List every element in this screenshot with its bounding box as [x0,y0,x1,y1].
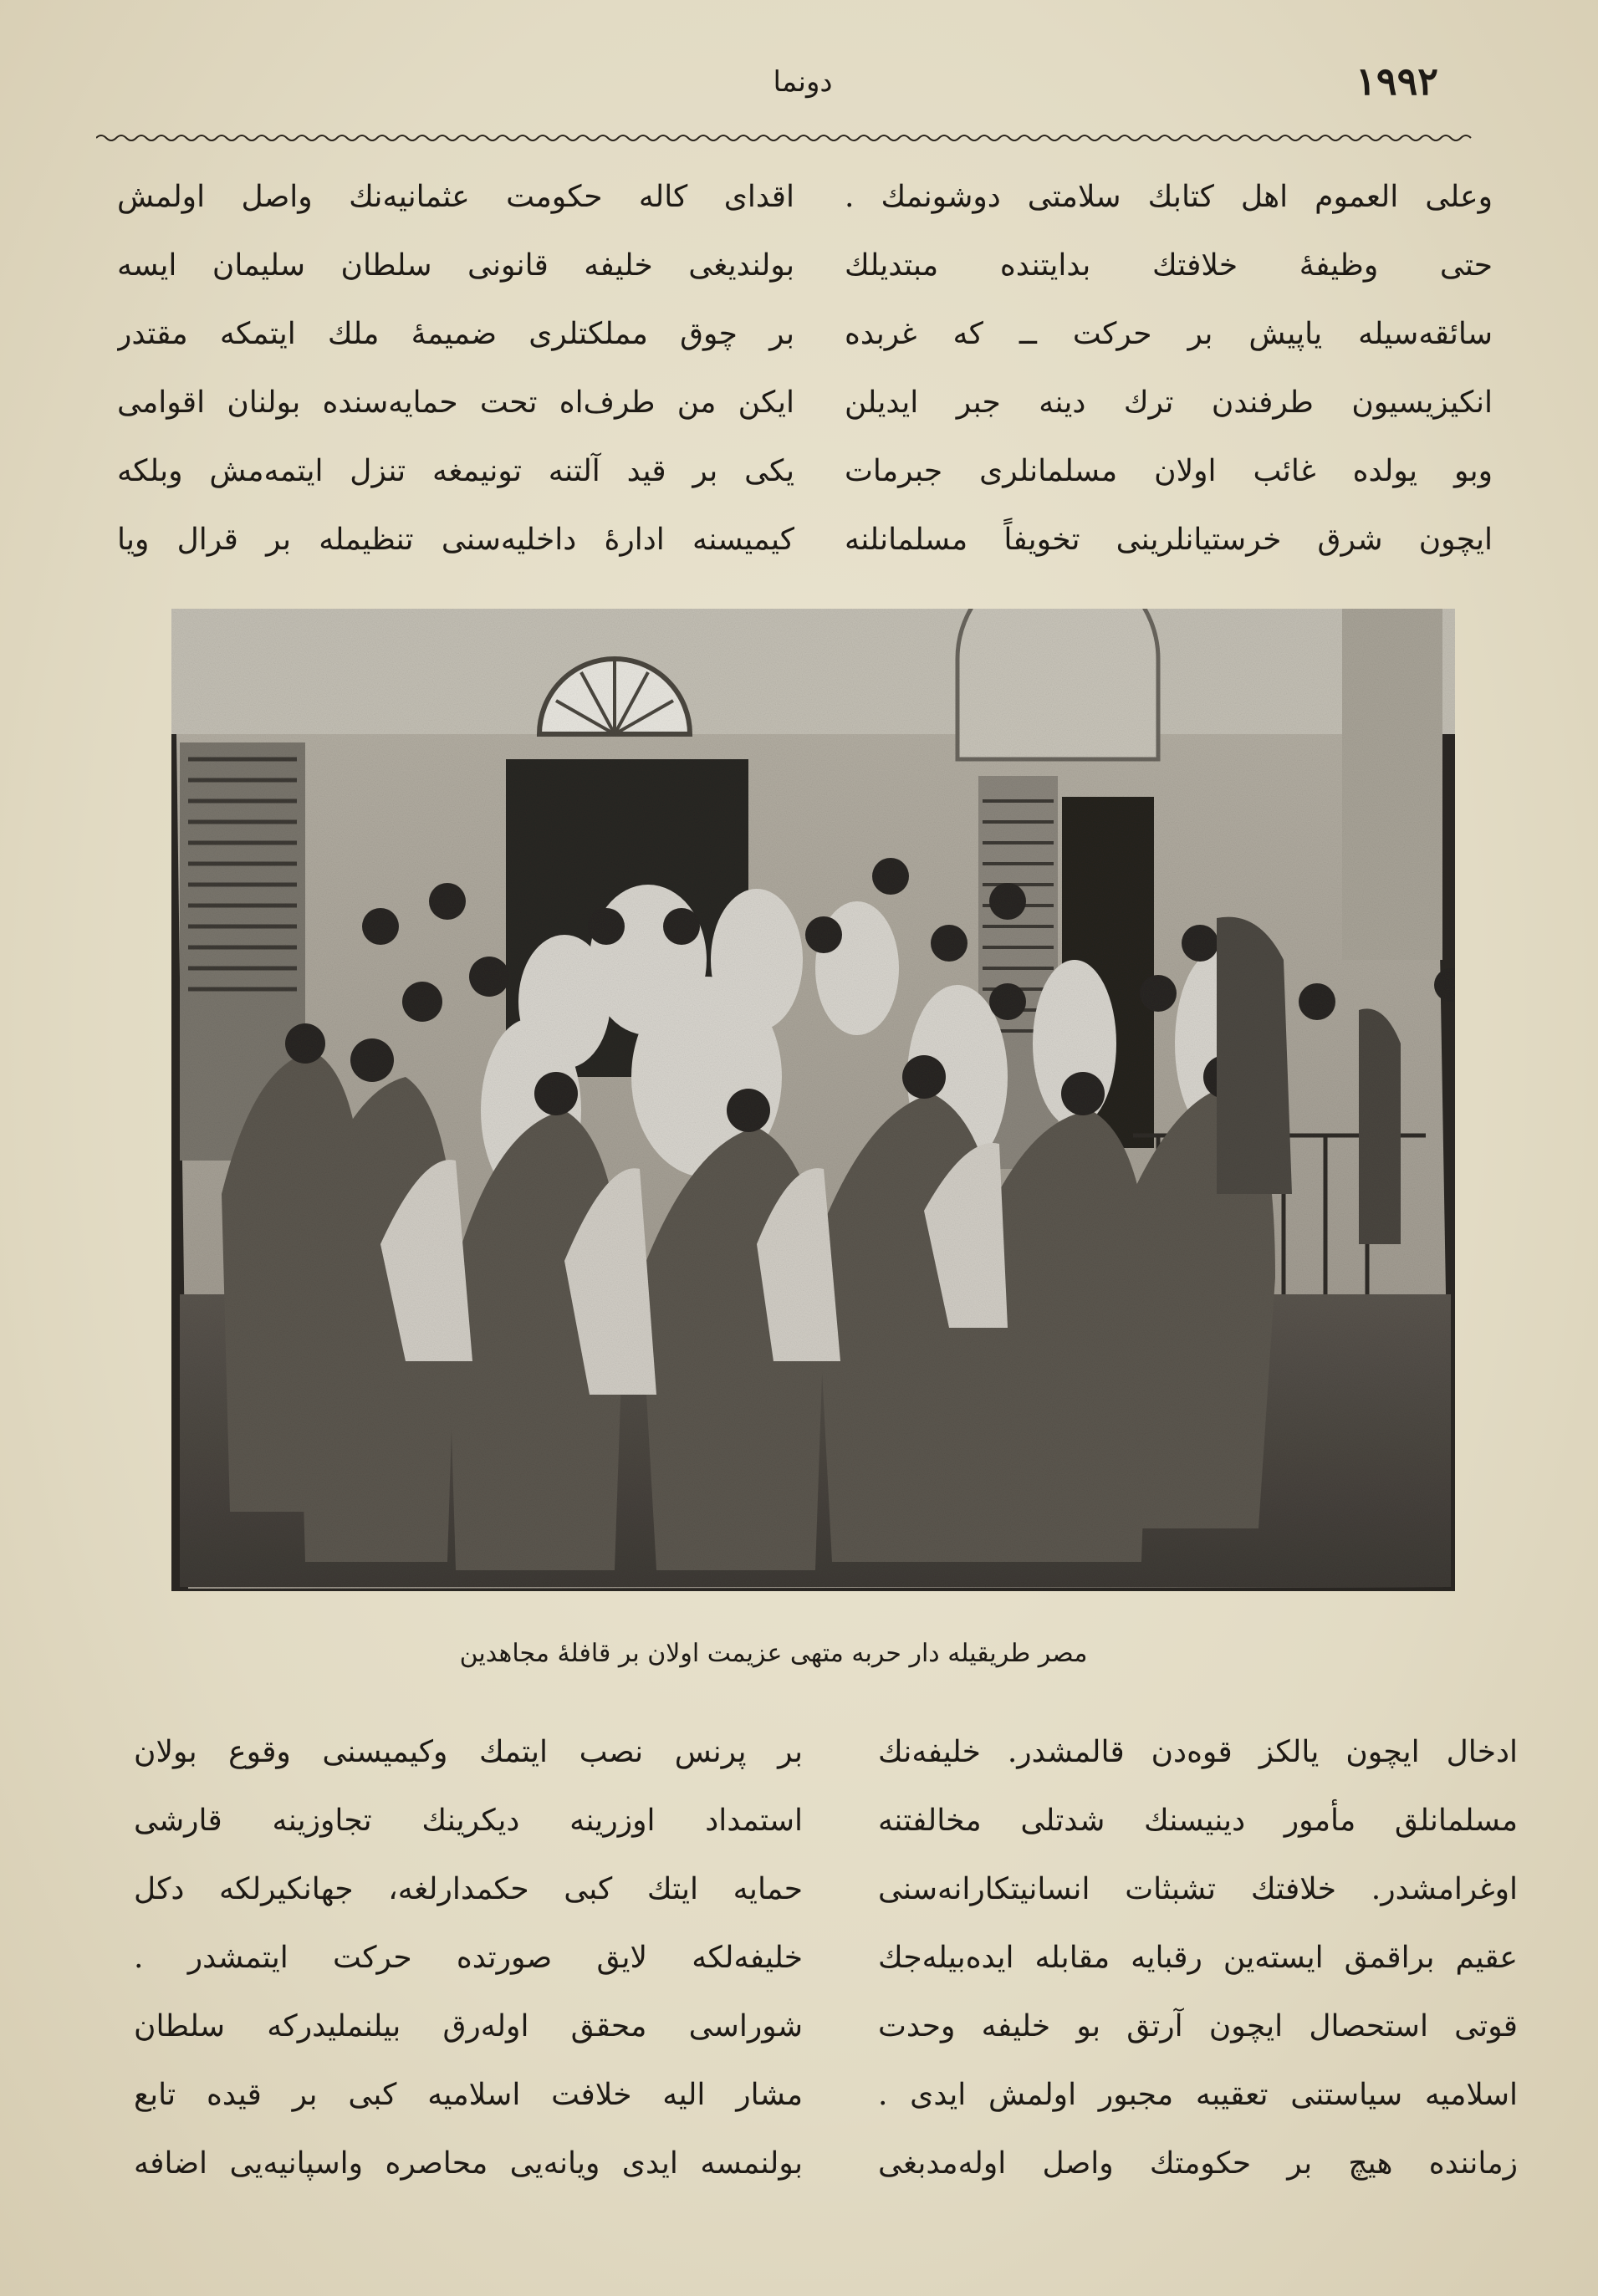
text-line: اوغرامشدر. خلافتك تشبثات انسانيتكارانه‌سنى [878,1872,1518,1906]
text-line: كيميسنه ادارهٔ داخليه‌سنى تنظيمله بر قرال ويا [117,523,794,557]
text-line: بولنديغى خليفه قانونى سلطان سليمان ايسه [117,248,794,283]
journal-name: دونما [773,65,833,99]
text-line: اقدای كاله حكومت عثمانيه‌نك واصل اولمش [117,180,794,214]
text-line: وبو يولده غائب اولان مسلمانلرى جبرمات [845,454,1493,488]
page-number: ١٩٩٢ [1355,59,1438,104]
text-line: مسلمانلق مأمور دينيسنك شدتلى مخالفتنه [878,1804,1518,1838]
text-line: ايكن من طرف‌اه تحت حمايه‌سنده بولنان اقوامى [117,385,794,420]
text-line: بر پرنس نصب ايتمك وكيميسنى وقوع بولان [134,1735,803,1769]
text-line: حتى وظيفهٔ خلافتك بدايتنده مبتديلك [845,248,1493,283]
text-line: ادخال ايچون يالكز قوه‌دن قالمشدر. خليفه‌نك [878,1735,1518,1769]
text-line: بر چوق مملكتلرى ضميمهٔ ملك ايتمكه مقتدر [117,317,794,351]
top-left-column [117,163,794,574]
text-line: بولنمسه ايدى ويانه‌يى محاصره واسپانيه‌يى اضافه [134,2146,803,2181]
text-line: استمداد اوزرينه ديكرينك تجاوزينه قارشى [134,1804,803,1838]
photo-illustration [171,609,1455,1591]
wavy-header-rule [96,132,1476,144]
text-line: شوراسى محقق اوله‌رق بيلنمليدركه سلطان [134,2009,803,2043]
photo-caption: مصر طريقيله دار حربه متهى عزيمت اولان بر قافلهٔ مجاهدين [459,1639,1088,1668]
text-line: خليفه‌لكه لايق صورتده حركت ايتمشدر . [134,1941,803,1975]
text-line: زماننده هيچ بر حكومتك واصل اوله‌مدبغى [878,2146,1518,2181]
text-line: اسلاميه سياستنى تعقيبه مجبور اولمش ايدى . [878,2078,1518,2112]
text-line: انكيزيسيون طرفندن ترك دينه جبر ايديلن [845,385,1493,420]
text-line: قوتى استحصال ايچون آرتق بو خليفه وحدت [878,2009,1518,2043]
text-line: يكى بر قيد آلتنه تونيمغه تنزل ايتمه‌مش وبلكه [117,454,794,488]
halftone-photograph [171,609,1455,1591]
text-line: وعلى العموم اهل كتابك سلامتى دوشونمك . [845,180,1493,214]
bottom-right-column [878,1718,1518,2198]
text-line: حمايه ايتك كبى حكمدارلغه، جهانكيرلكه دكل [134,1872,803,1906]
text-line: سائقه‌سيله ياپيش بر حركت ــ كه غربده [845,317,1493,351]
top-right-column [845,163,1493,574]
text-line: عقيم براقمق ايسته‌ين رقبايه مقابله ايده‌بيله‌جك [878,1941,1518,1975]
bottom-left-column [134,1718,803,2198]
text-line: ايچون شرق خرستيانلرينى تخويفاً مسلمانلنه [845,523,1493,557]
text-line: مشار اليه خلافت اسلاميه كبى بر قيده تابع [134,2078,803,2112]
